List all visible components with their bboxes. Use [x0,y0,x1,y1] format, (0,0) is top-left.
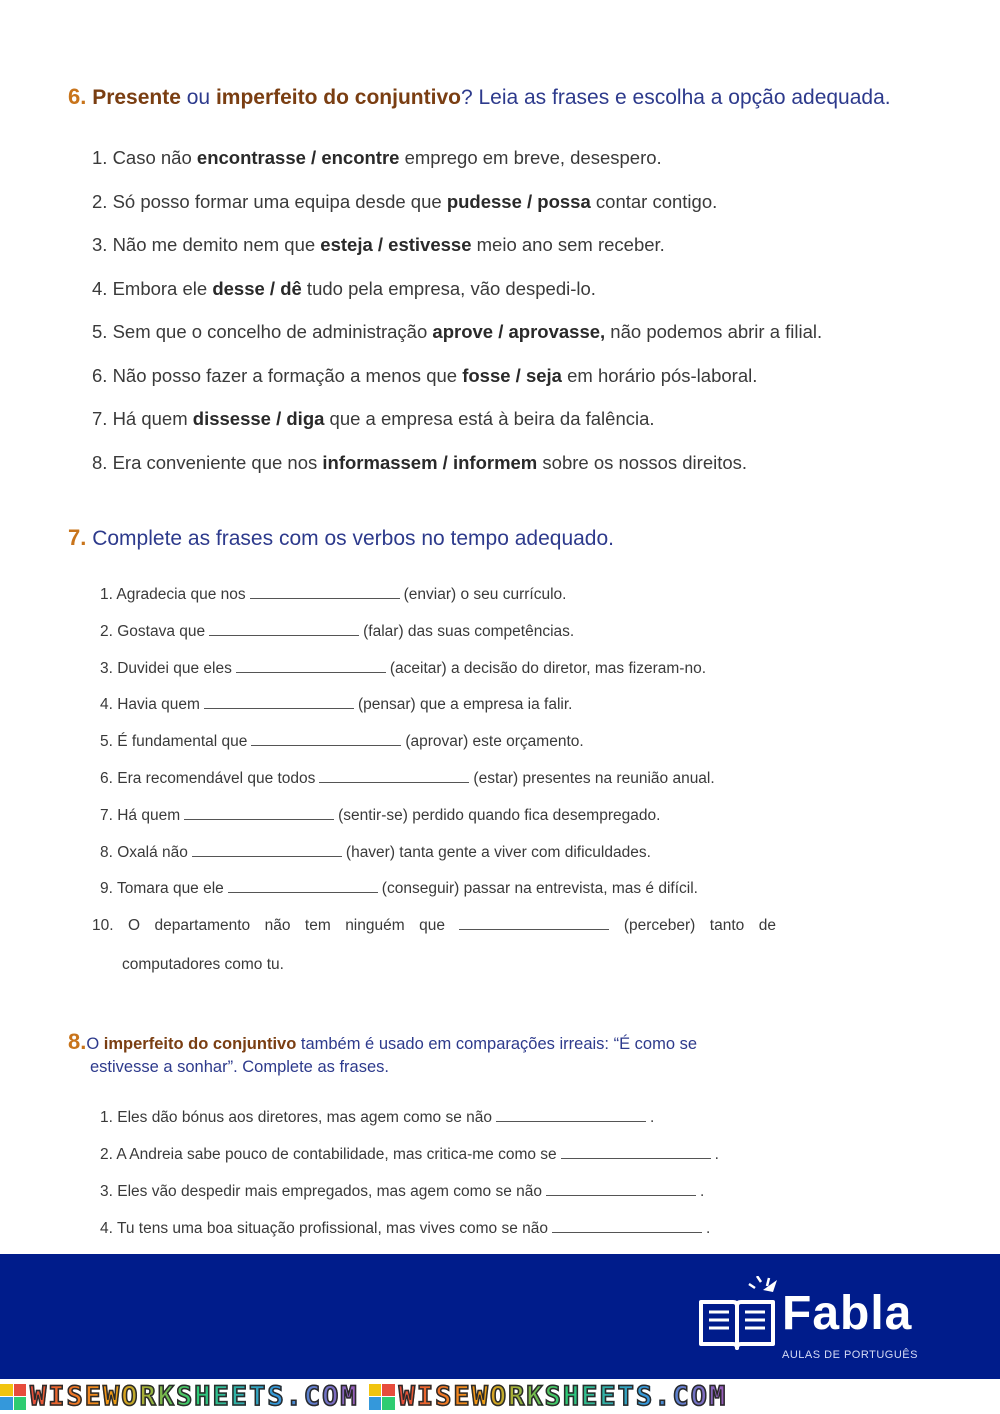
title-highlight-presente: Presente [92,86,181,109]
item-text: (falar) das suas competências. [363,622,575,640]
item-word: 10. [92,917,114,935]
book-icon [697,1276,777,1356]
list-item [92,914,776,951]
list-item [92,620,776,657]
list-item [92,657,776,694]
item-text: 9. Tomara que ele [100,880,224,898]
list-item [92,767,776,804]
end-mark: . [706,1220,711,1237]
option-choice[interactable]: aprove / aprovasse, [432,321,606,342]
watermark-text: WISEWORKSHEETS.COM [30,1381,359,1412]
list-item-continuation [92,953,776,990]
answer-blank[interactable] [546,1180,696,1196]
item-text: 7. Há quem [92,408,193,429]
title-highlight: imperfeito do conjuntivo [103,1035,297,1053]
watermark-text: WISEWORKSHEETS.COM [398,1381,728,1412]
item-10-line-1 [92,914,776,938]
answer-blank[interactable] [552,1217,702,1233]
item-text: 3. Não me demito nem que [92,234,321,255]
option-choice[interactable]: dissesse / diga [192,408,325,429]
item-word: tem [304,917,331,935]
section-6-number: 6. [68,84,87,109]
list-item [92,730,776,767]
brand-subtitle: AULAS DE PORTUGUÊS [782,1349,918,1361]
watermark-strip [0,1379,1000,1414]
item-word: departamento [154,917,251,935]
answer-blank[interactable] [561,1143,711,1159]
option-choice[interactable]: desse / dê [212,277,302,299]
title-highlight-imperfeito: imperfeito do conjuntivo [215,86,461,109]
list-item [92,317,822,361]
item-text: (sentir-se) perdido quando fica desempregado. [338,806,661,824]
item-text: 6. Era recomendável que todos [100,769,316,787]
item-text: 4. Embora ele [92,277,213,299]
list-item [92,1106,719,1143]
end-mark: . [714,1146,719,1163]
list-item [92,274,822,318]
item-text: 5. Sem que o concelho de administração [92,321,433,342]
end-mark: . [699,1183,705,1200]
item-word: (perceber) [623,917,696,935]
item-text: (enviar) o seu currículo. [403,586,567,603]
list-item [92,448,822,492]
section-6-list [92,143,822,491]
list-item [92,693,776,730]
answer-blank[interactable] [496,1106,646,1122]
item-text: emprego em breve, desespero. [399,147,662,168]
option-choice[interactable]: esteja / estivesse [320,234,472,255]
item-text: meio ano sem receber. [471,234,665,255]
item-text: (conseguir) passar na entrevista, mas é difícil. [381,880,698,898]
answer-blank[interactable] [209,620,359,636]
item-text: 4. Havia quem [100,696,200,714]
fabla-logo[interactable] [697,1276,947,1366]
item-text: tudo pela empresa, vão despedi-lo. [301,277,596,299]
answer-blank[interactable] [250,583,400,599]
list-item [92,187,822,231]
answer-blank[interactable] [251,730,401,746]
item-text: 6. Não posso fazer a formação a menos que [92,364,463,386]
watermark-item [369,1381,728,1412]
list-item [92,804,776,841]
answer-blank[interactable] [192,841,342,857]
item-text: 2. Gostava que [100,622,206,640]
end-mark: . [650,1109,655,1126]
brand-name: Fabla [782,1287,913,1340]
item-word: de [758,917,776,935]
option-choice[interactable]: informassem / informem [322,451,538,473]
item-text: não podemos abrir a filial. [605,321,823,342]
item-word: ninguém [345,917,405,935]
item-text: 2. A Andreia sabe pouco de contabilidade, mas critica-me como se [100,1146,557,1163]
list-item [92,361,822,405]
item-text: que a empresa está à beira da falência. [324,408,655,429]
list-item [92,1143,719,1180]
list-item [92,230,822,274]
item-text: (aprovar) este orçamento. [405,733,584,751]
item-text: 4. Tu tens uma boa situação profissional, mas vives como se não [100,1220,549,1237]
watermark-item [0,1381,359,1412]
item-text: em horário pós-laboral. [561,364,758,386]
item-text: 7. Há quem [100,806,181,824]
list-item [92,841,776,878]
option-choice[interactable]: fosse / seja [462,364,562,386]
watermark-badge-icon [369,1384,395,1410]
item-text: 3. Eles vão despedir mais empregados, mas agem como se não [100,1183,542,1200]
item-text: (haver) tanta gente a viver com dificuldades. [345,843,651,861]
item-text: 3. Duvidei que eles [100,659,232,677]
title-instruction: ? Leia as frases e escolha a opção adequada. [460,86,891,109]
section-8-list [92,1106,719,1254]
answer-blank[interactable] [184,804,334,820]
item-text: 1. Eles dão bónus aos diretores, mas agem como se não [100,1109,493,1126]
list-item [92,404,822,448]
title-text-line-2: estivesse a sonhar”. Complete as frases. [90,1058,389,1076]
item-text: 1. Caso não [92,147,197,168]
section-8-number: 8. [68,1029,87,1054]
title-text: ou [180,86,216,109]
watermark-badge-icon [0,1384,26,1410]
section-6-title [68,84,891,110]
item-text: 8. Oxalá não [100,843,188,861]
answer-blank[interactable] [236,657,386,673]
item-word: tanto [709,917,745,935]
item-text: 5. É fundamental que [100,733,248,751]
answer-blank[interactable] [228,877,378,893]
list-item [92,583,776,620]
item-text: contar contigo. [590,190,718,212]
answer-blank[interactable] [204,693,354,709]
list-item [92,1217,719,1254]
option-choice[interactable]: encontrasse / encontre [196,147,400,168]
list-item [92,877,776,914]
item-text: (aceitar) a decisão do diretor, mas fizeram-no. [389,659,707,677]
answer-blank[interactable] [319,767,469,783]
item-word: que [419,917,445,935]
item-text: sobre os nossos direitos. [537,451,748,473]
item-text: computadores como tu. [122,955,284,973]
section-7-instruction: Complete as frases com os verbos no tempo adequado. [92,527,614,550]
item-text: (pensar) que a empresa ia falir. [357,696,573,714]
item-text: 1. Agradecia que nos [100,586,246,603]
item-text: 2. Só posso formar uma equipa desde que [92,190,447,212]
title-text: também é usado em comparações irreais: “É como se [296,1035,698,1053]
list-item [92,1180,719,1217]
section-7-number: 7. [68,525,87,550]
section-8-title [68,1030,697,1079]
item-word: O [128,917,141,935]
section-7-title [68,525,614,551]
answer-blank[interactable] [459,914,609,930]
item-text: (estar) presentes na reunião anual. [473,769,715,787]
item-word: não [264,917,291,935]
item-text: 8. Era conveniente que nos [92,451,323,473]
title-text: O [86,1035,104,1053]
option-choice[interactable]: pudesse / possa [446,190,591,212]
section-7-list [92,583,776,990]
list-item [92,143,822,187]
